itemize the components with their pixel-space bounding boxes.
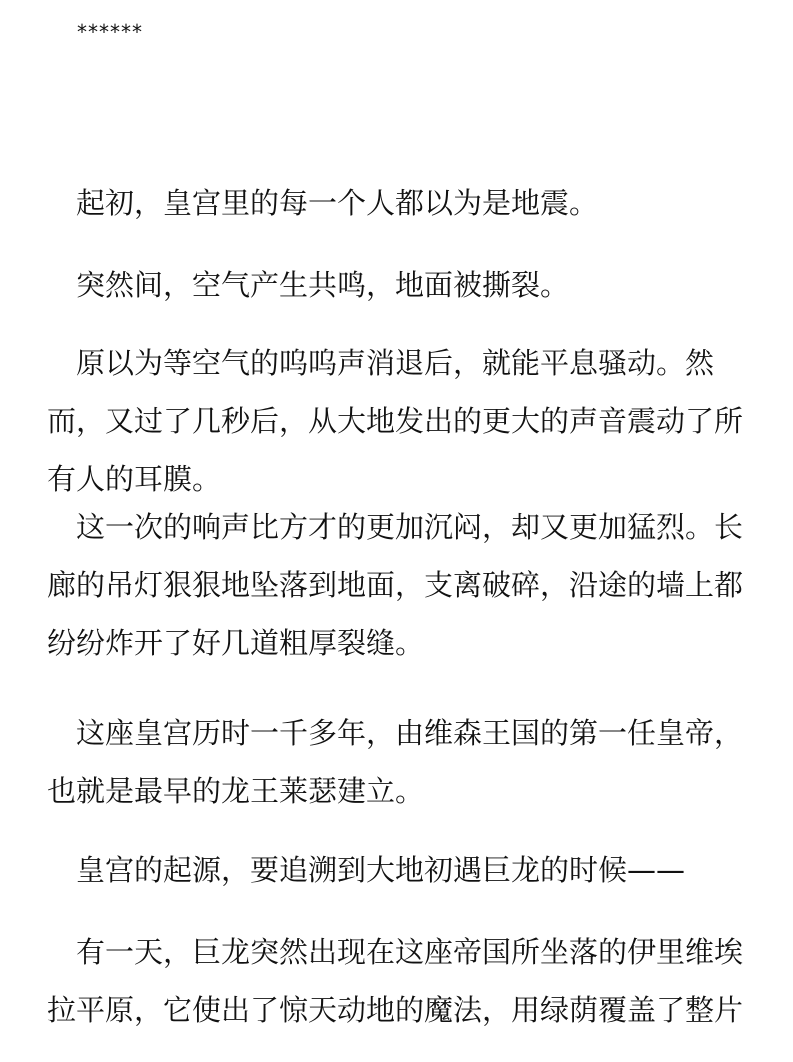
paragraph-7: 有一天，巨龙突然出现在这座帝国所坐落的伊里维埃拉平原，它使出了惊天动地的魔法，用绿荫覆盖了整片 [47, 935, 744, 1027]
paragraph-2: 突然间，空气产生共鸣，地面被撕裂。 [76, 268, 570, 302]
paragraph-5: 这座皇宫历时一千多年，由维森王国的第一任皇帝，也就是最早的龙王莱瑟建立。 [47, 716, 744, 808]
paragraph-3: 原以为等空气的呜呜声消退后，就能平息骚动。然而，又过了几秒后，从大地发出的更大的声音震动了所有人的耳膜。 [47, 346, 744, 496]
section-separator: ****** [77, 20, 143, 44]
paragraph-1: 起初，皇宫里的每一个人都以为是地震。 [76, 186, 599, 220]
paragraph-4: 这一次的响声比方才的更加沉闷，却又更加猛烈。长廊的吊灯狠狠地坠落到地面，支离破碎，沿途的墙上都纷纷炸开了好几道粗厚裂缝。 [47, 510, 744, 660]
paragraph-6: 皇宫的起源，要追溯到大地初遇巨龙的时候—— [76, 853, 686, 887]
